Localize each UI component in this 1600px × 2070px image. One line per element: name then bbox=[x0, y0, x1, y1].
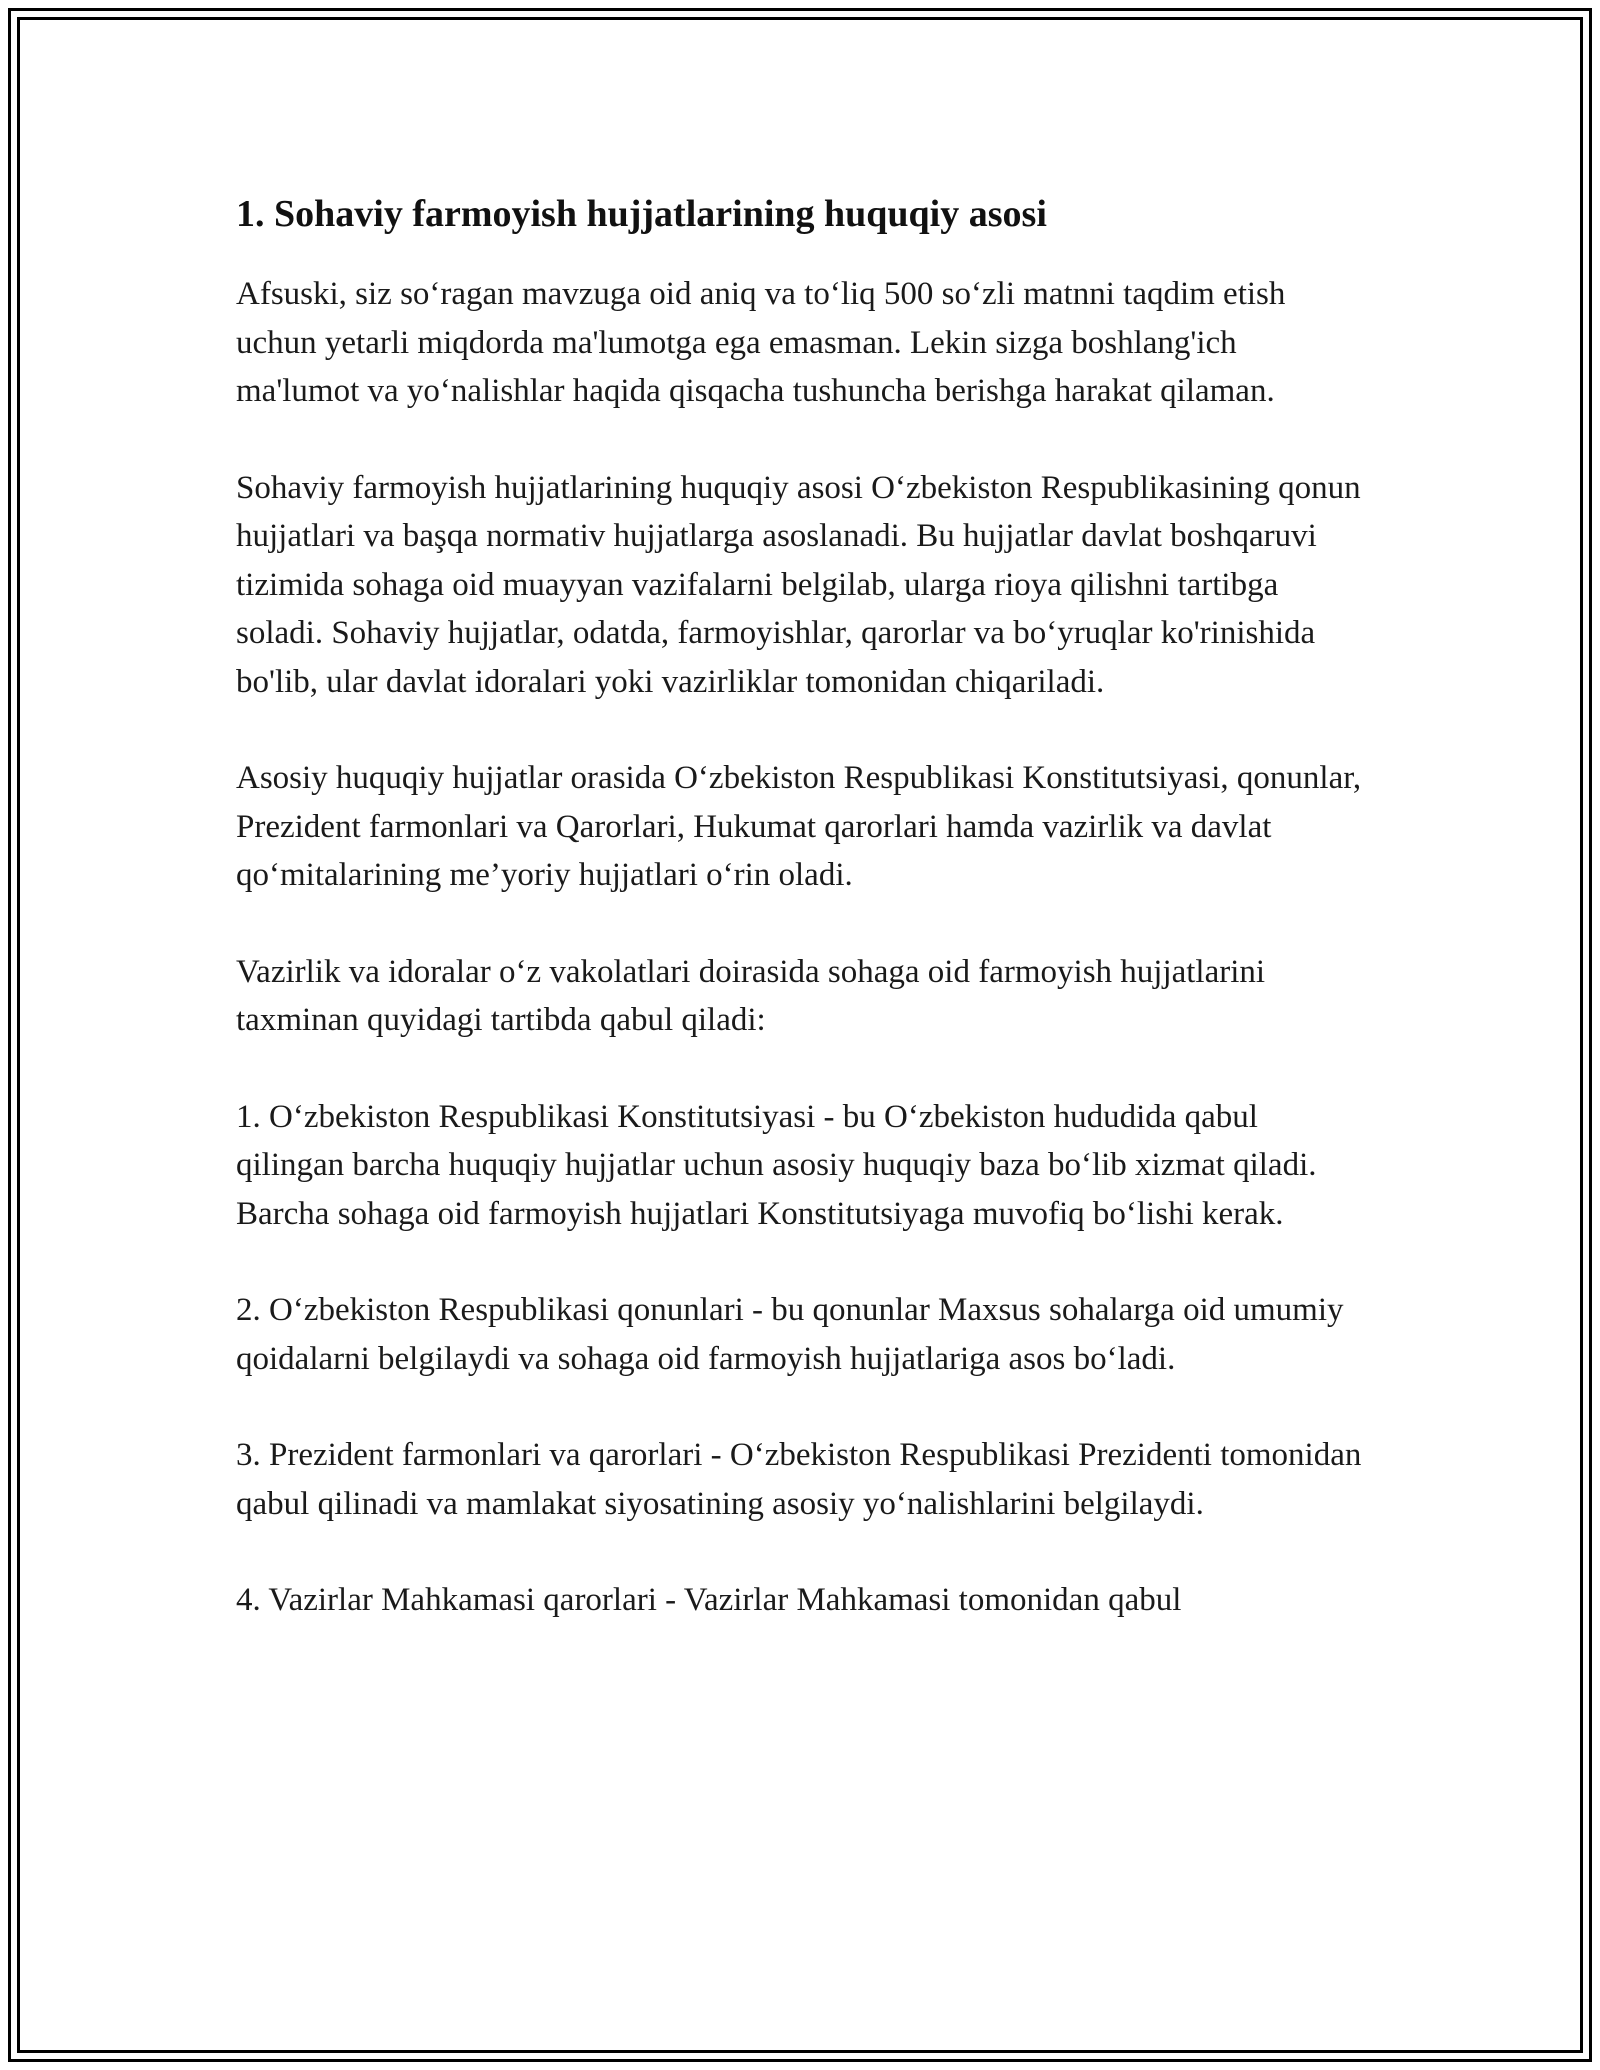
section-heading: 1. Sohaviy farmoyish hujjatlarining huquqiy asosi bbox=[236, 193, 1047, 235]
list-item-cabinet-resolutions: 4. Vazirlar Mahkamasi qarorlari - Vazirlar Mahkamasi tomonidan qabul bbox=[236, 1582, 1182, 1618]
paragraph-main-documents: Asosiy huquqiy hujjatlar orasida O‘zbekiston Respublikasi Konstitutsiyasi, qonunlar, Prezident farmonlari va Qarorlari, Hukumat qarorlari hamda vazirlik va davlat qo‘mitalarining me’yoriy hujjatlari o‘rin oladi. bbox=[236, 760, 1362, 893]
list-item-president-decrees: 3. Prezident farmonlari va qarorlari - O‘zbekiston Respublikasi Prezidenti tomonidan qabul qilinadi va mamlakat siyosatining asosiy yo‘nalishlarini belgilaydi. bbox=[236, 1437, 1362, 1522]
document-body bbox=[236, 186, 1366, 1673]
paragraph-intro: Afsuski, siz so‘ragan mavzuga oid aniq va to‘liq 500 so‘zli matnni taqdim etish uchun yetarli miqdorda ma'lumotga ega emasman. Lekin sizga boshlang'ich ma'lumot va yo‘nalishlar haqida qisqacha tushuncha berishga harakat qilaman. bbox=[236, 276, 1286, 409]
paragraph-adoption-order: Vazirlik va idoralar o‘z vakolatlari doirasida sohaga oid farmoyish hujjatlarini taxminan quyidagi tartibda qabul qiladi: bbox=[236, 953, 1266, 1038]
paragraph-legal-basis: Sohaviy farmoyish hujjatlarining huquqiy asosi O‘zbekiston Respublikasining qonun hujjatlari va başqa normativ hujjatlarga asoslanadi. Bu hujjatlar davlat boshqaruvi tizimida sohaga oid muayyan vazifalarni belgilab, ularga rioya qilishni tartibga soladi. Sohaviy hujjatlar, odatda, farmoyishlar, qarorlar va bo‘yruqlar ko'rinishida bo'lib, ular davlat idoralari yoki vazirliklar tomonidan chiqariladi. bbox=[236, 469, 1361, 700]
list-item-constitution: 1. O‘zbekiston Respublikasi Konstitutsiyasi - bu O‘zbekiston hududida qabul qilingan barcha huquqiy hujjatlar uchun asosiy huquqiy baza bo‘lib xizmat qiladi. Barcha sohaga oid farmoyish hujjatlari Konstitutsiyaga muvofiq bo‘lishi kerak. bbox=[236, 1098, 1317, 1232]
list-item-laws: 2. O‘zbekiston Respublikasi qonunlari - bu qonunlar Maxsus sohalarga oid umumiy qoidalarni belgilaydi va sohaga oid farmoyish hujjatlariga asos bo‘ladi. bbox=[236, 1292, 1344, 1377]
